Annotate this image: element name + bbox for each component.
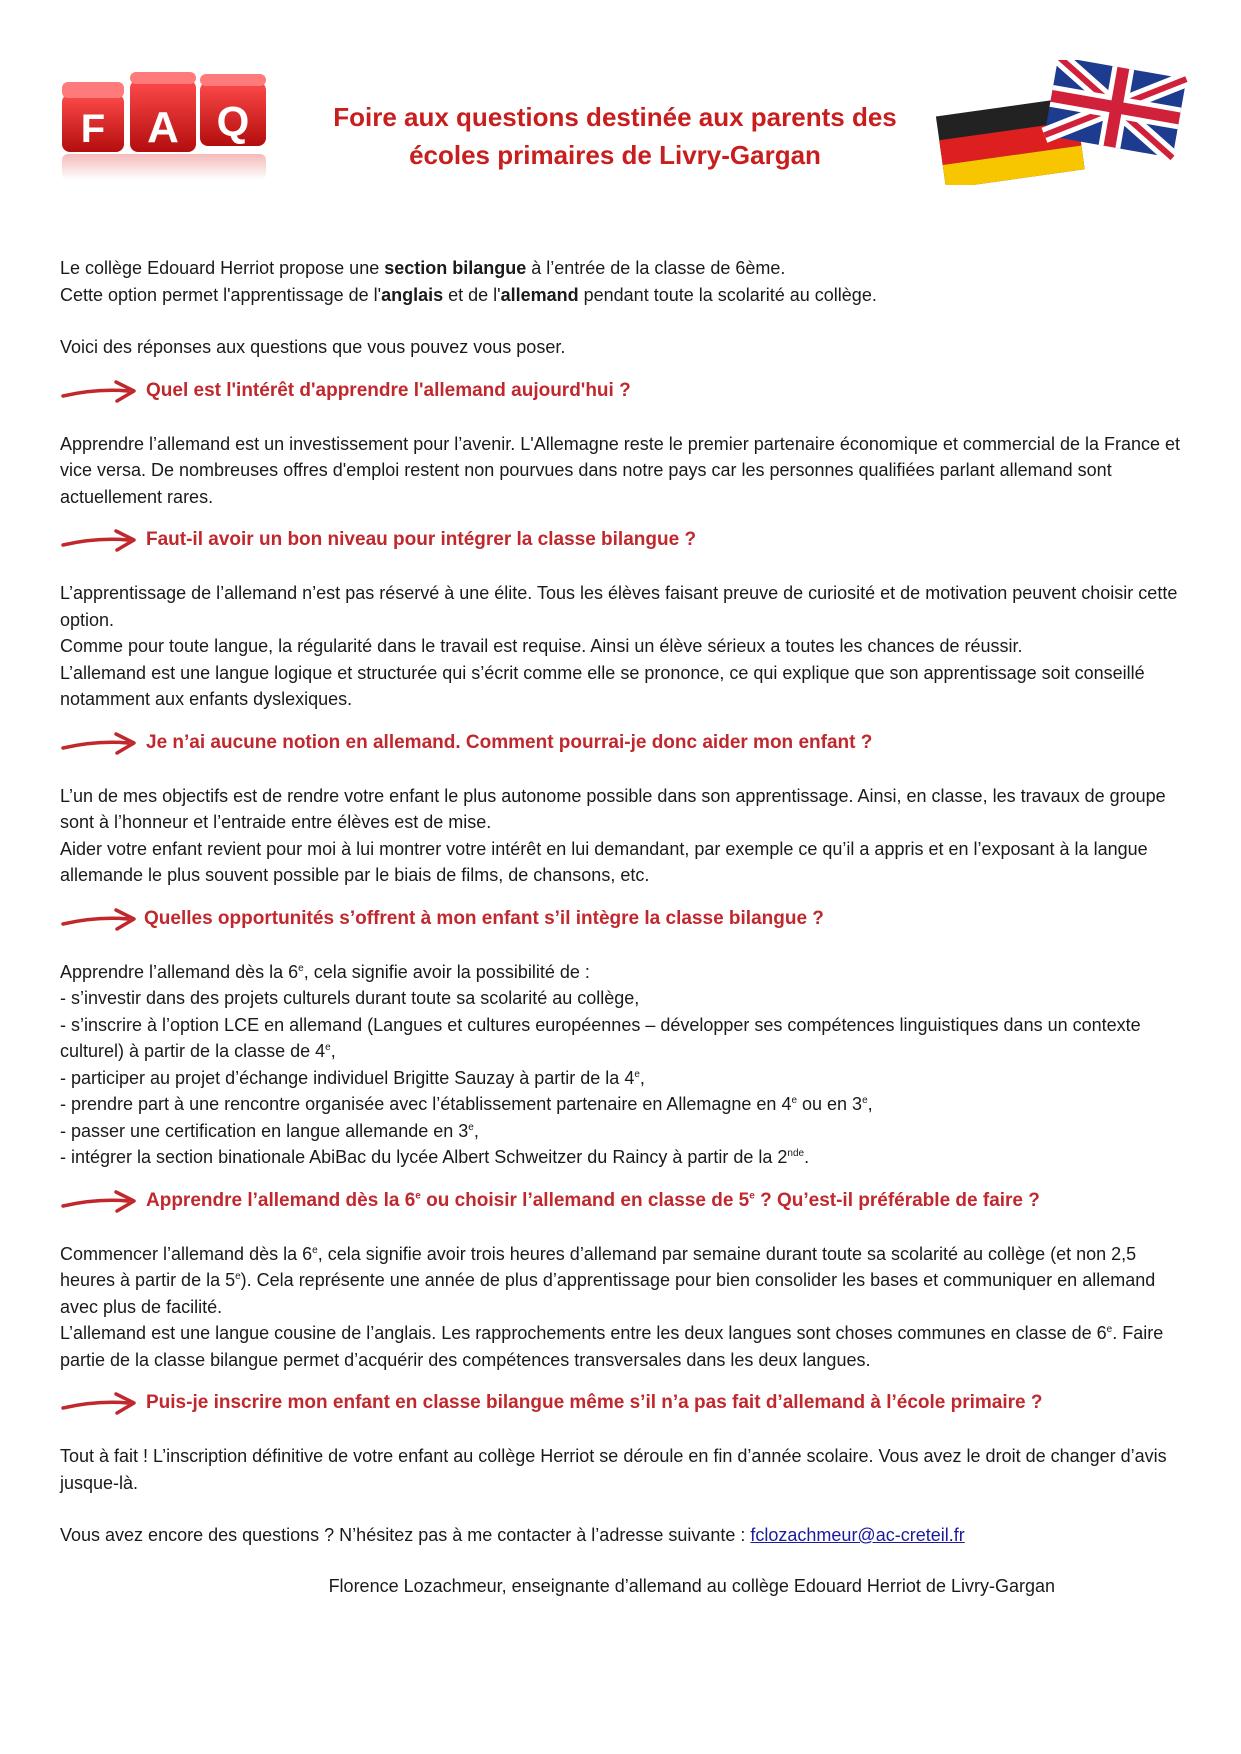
question-3-text: Je n’ai aucune notion en allemand. Comment pourrai-je donc aider mon enfant ? xyxy=(146,731,873,753)
intro-line-1: Le collège Edouard Herriot propose une section bilangue à l’entrée de la classe de 6ème. xyxy=(60,258,786,278)
question-5 xyxy=(60,1185,1190,1217)
question-4-text: Quelles opportunités s’offrent à mon enfant s’il intègre la classe bilangue ? xyxy=(144,907,824,929)
title-line-1: Foire aux questions destinée aux parents des xyxy=(333,102,897,132)
question-4 xyxy=(60,903,1190,935)
answer-4-item-5: - passer une certification en langue allemande en 3e, xyxy=(60,1120,479,1141)
question-5-text: Apprendre l’allemand dès la 6e ou choisir l’allemand en classe de 5e ? Qu’est-il préférable de faire ? xyxy=(146,1189,1040,1211)
answer-2-paragraph-3: L’allemand est une langue logique et structurée qui s’écrit comme elle se prononce, ce qui explique que son apprentissage soit conseillé notamment aux enfants dyslexiques. xyxy=(60,662,1145,709)
answer-4-item-1: - s’investir dans des projets culturels durant toute sa scolarité au collège, xyxy=(60,988,640,1008)
contact-line: Vous avez encore des questions ? N’hésitez pas à me contacter à l’adresse suivante : fclozachmeur@ac-creteil.fr xyxy=(60,1525,965,1545)
answer-5-paragraph-2: L’allemand est une langue cousine de l’anglais. Les rapprochements entre les deux langues sont choses communes en classe de 6e. Faire partie de la classe bilangue permet d’acquérir des compétences transversales dans les deux langues. xyxy=(60,1323,1164,1370)
answer-6: Tout à fait ! L’inscription définitive de votre enfant au collège Herriot se déroule en fin d’année scolaire. Vous avez le droit de changer d’avis jusque-là. xyxy=(60,1446,1167,1493)
answer-5-paragraph-1: Commencer l’allemand dès la 6e, cela signifie avoir trois heures d’allemand par semaine durant toute sa scolarité au collège (et non 2,5 heures à partir de la 5e). Cela représente une année de plus d’apprentissage pour bien consolider les bases et communiquer en allemand avec plus de facilité. xyxy=(60,1243,1156,1317)
answer-3-paragraph-2: Aider votre enfant revient pour moi à lui montrer votre intérêt en lui demandant, par exemple ce qu’il a appris et en l’exposant à la langue allemande le plus souvent possible par le biais de films, de chansons, etc. xyxy=(60,838,1148,885)
header xyxy=(60,60,1190,180)
answer-4-item-6: - intégrer la section binationale AbiBac du lycée Albert Schweitzer du Raincy à partir de la 2nde. xyxy=(60,1147,810,1167)
question-6-text: Puis-je inscrire mon enfant en classe bilangue même s’il n’a pas fait d’allemand à l’école primaire ? xyxy=(146,1392,1043,1413)
answer-2-paragraph-1: L’apprentissage de l’allemand n’est pas réservé à une élite. Tous les élèves faisant preuve de curiosité et de motivation peuvent choisir cette option. xyxy=(60,583,1178,630)
title-line-2: écoles primaires de Livry-Gargan xyxy=(409,140,821,170)
answer-4-intro: Apprendre l’allemand dès la 6e, cela signifie avoir la possibilité de : xyxy=(60,961,590,982)
red-arrow-icon xyxy=(60,1189,140,1215)
logo-letter-f: F xyxy=(80,107,106,151)
document-body xyxy=(60,255,1190,1599)
answer-3-paragraph-1: L’un de mes objectifs est de rendre votre enfant le plus autonome possible dans son apprentissage. Ainsi, en classe, les travaux de groupe sont à l’honneur et l’entraide entre élèves est de mise. xyxy=(60,785,1166,832)
answer-4-item-2: - s’inscrire à l’option LCE en allemand (Langues et cultures européennes – développer ses compétences linguistiques dans un contexte culturel) à partir de la classe de 4e, xyxy=(60,1014,1141,1061)
question-1-text: Quel est l'intérêt d'apprendre l'allemand aujourd'hui ? xyxy=(146,379,631,401)
red-arrow-icon xyxy=(60,379,140,405)
answer-4-item-4: - prendre part à une rencontre organisée avec l’établissement partenaire en Allemagne en 4e ou en 3e, xyxy=(60,1094,873,1114)
question-2 xyxy=(60,524,1190,556)
question-1 xyxy=(60,375,1190,407)
page-title xyxy=(290,98,940,174)
red-arrow-icon xyxy=(60,1391,140,1417)
intro-line-2: Cette option permet l'apprentissage de l'anglais et de l'allemand pendant toute la scolarité au collège. xyxy=(60,284,877,305)
question-6 xyxy=(60,1387,1190,1419)
signature: Florence Lozachmeur, enseignante d’allemand au collège Edouard Herriot de Livry-Gargan xyxy=(328,1575,1055,1596)
faq-dice-logo xyxy=(60,72,275,182)
contact-email-link[interactable]: fclozachmeur@ac-creteil.fr xyxy=(750,1525,965,1545)
answer-2-paragraph-2: Comme pour toute langue, la régularité dans le travail est requise. Ainsi un élève sérieux a toutes les chances de réussir. xyxy=(60,636,1023,656)
red-arrow-icon xyxy=(60,907,140,933)
answer-1: Apprendre l’allemand est un investissement pour l’avenir. L'Allemagne reste le premier partenaire économique et commercial de la France et vice versa. De nombreuses offres d'emploi restent non pourvues dans notre pays car les personnes qualifiées parlant allemand sont actuellement rares. xyxy=(60,433,1181,507)
red-arrow-icon xyxy=(60,731,140,757)
red-arrow-icon xyxy=(60,528,140,554)
logo-letter-q: Q xyxy=(216,98,250,145)
answer-4-item-3: - participer au projet d’échange individuel Brigitte Sauzay à partir de la 4e, xyxy=(60,1067,645,1088)
question-3 xyxy=(60,727,1190,759)
logo-letter-a: A xyxy=(147,103,179,152)
german-british-puzzle-flag-image xyxy=(930,60,1190,185)
question-2-text: Faut-il avoir un bon niveau pour intégrer la classe bilangue ? xyxy=(146,529,697,550)
intro-line-3: Voici des réponses aux questions que vous pouvez vous poser. xyxy=(60,337,566,357)
